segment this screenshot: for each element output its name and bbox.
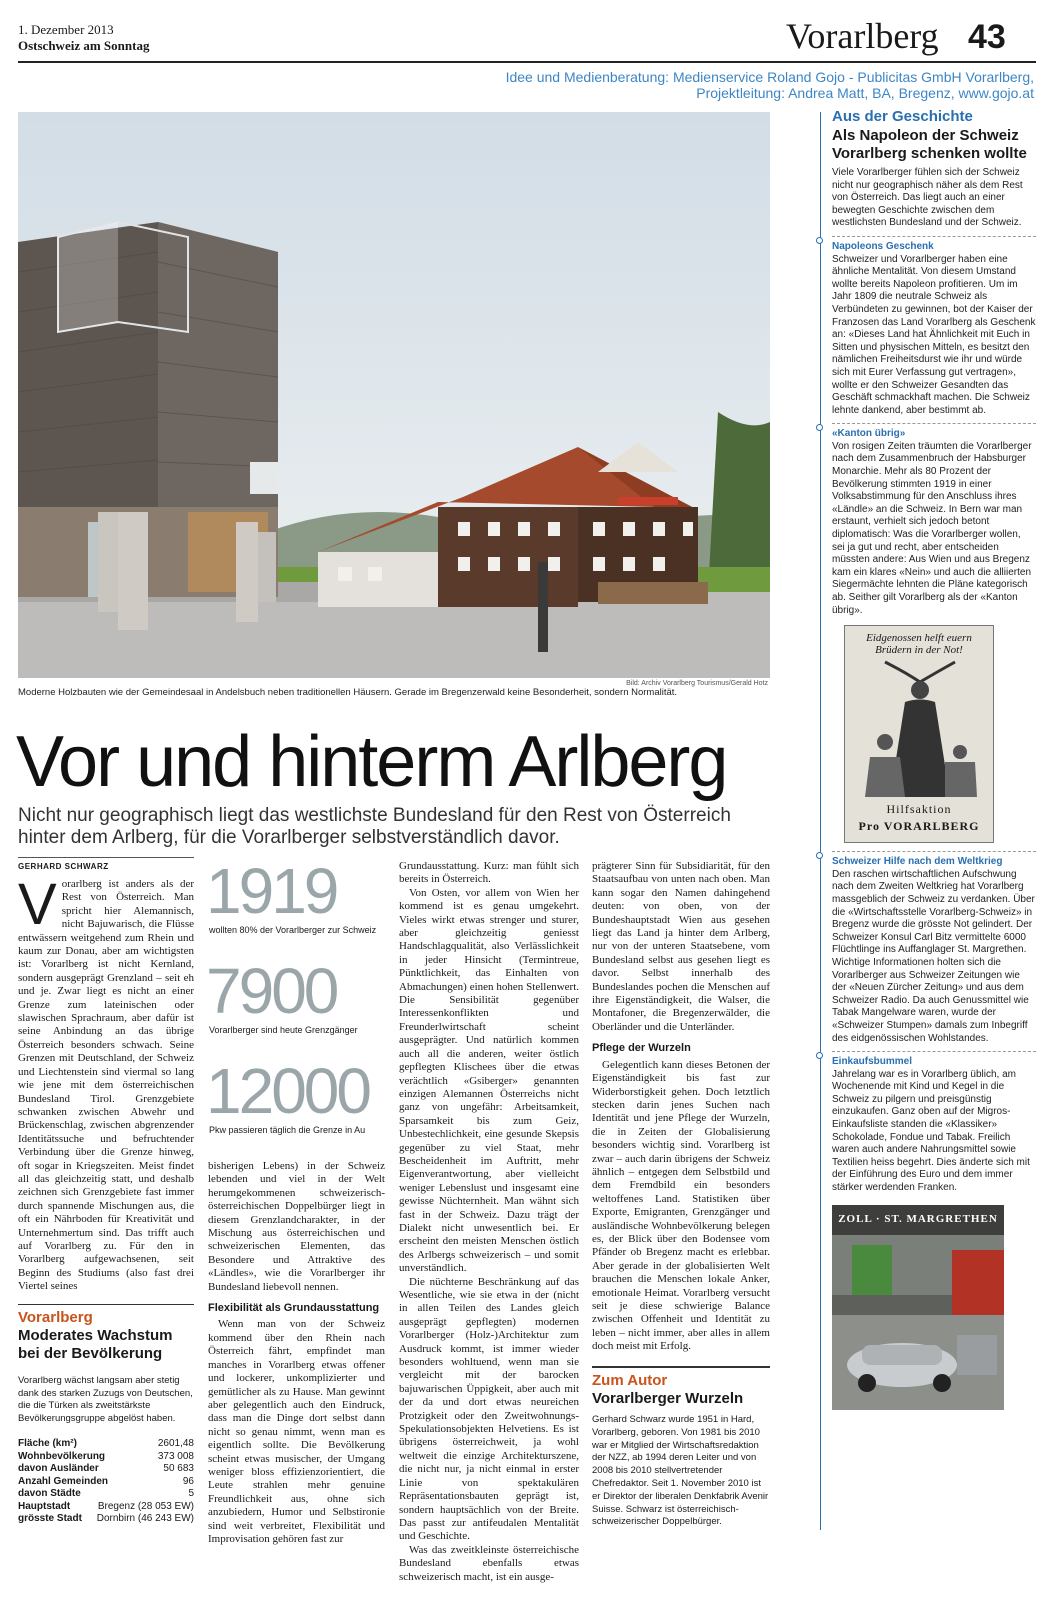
sidebar-section-hilfe [832,856,1036,1045]
sidebar-divider-3 [832,851,1036,852]
stats-box-kicker: Vorarlberg [18,1309,93,1326]
header-rule [18,61,1036,63]
dropcap: V [18,872,57,937]
sidebar-section-text: Schweizer und Vorarlberger haben eine ähnliche Mentalität. Von diesem Umstand wollte bereits Napoleon profitieren. Um im Jahr 1809 die neutrale Schweiz als Verbündeten zu gewinnen, bot der Kaiser der Franzosen das Land Vorarlberg als Geschenk an: «Dieses Land hat Ähnlichkeit mit Euch in Sitten und physischen Mitteln, es besitzt den nämlichen Freiheitsdurst wie ihr und würde sich mit Eurer Verfassung gut vertragen», wollte er den Schweizer Gesandten das Geschäft schmackhaft machen. Die Schweiz lehnte dankend, aber bestimmt ab. [832,253,1036,416]
author-box-title: Vorarlberger Wurzeln [592,1390,744,1407]
main-photo [18,112,770,678]
article-col-2 [208,1160,385,1545]
stat-row-gemeinden: Anzahl Gemeinden 96 [18,1475,194,1487]
stat-row-groesste-stadt: grösste Stadt Dornbirn (46 243 EW) [18,1513,194,1524]
article-col-1 [18,872,194,1293]
poster-illustration [845,662,995,802]
photo-credit: Bild: Archiv Vorarlberg Tourismus/Gerald Hotz [626,680,768,687]
sidebar-title: Als Napoleon der Schweiz Vorarlberg schenken wollte [832,127,1027,162]
poster-headline-2: Brüdern in der Not! [875,644,963,657]
stat-row-auslaender: davon Ausländer 50 683 [18,1463,194,1474]
customs-sign-text: ZOLL · ST. MARGRETHEN [838,1212,998,1225]
credit-line-1: Idee und Medienberatung: Medienservice Roland Gojo - Publicitas GmbH Vorarlberg, [505,69,1034,85]
photo-illustration [18,112,770,678]
sidebar-section-heading: «Kanton übrig» [832,428,906,440]
sidebar [832,108,1036,1410]
timeline-dot [816,424,823,431]
col3-paragraph-4: Was das zweitkleinste österreichische Bundesland ebenfalls etwas schweizerisch macht, ist ein ausge- [399,1543,579,1583]
col2-paragraph-1: bisherigen Lebens) in der Schweiz lebenden und viel in der Welt herumgekommenen schweizerisch-österreichischen Doppelbürger liegt in diesem Grenzlandcharakter, in der Mischung aus österreichischen und schweizerischen Elementen, das Besondere und Attraktive des «Ländles», wie die Vorarlberger ihr Bundesland liebevoll nennen. [208,1160,385,1293]
stat-row-staedte: davon Städte 5 [18,1488,194,1499]
article-col-4 [592,860,770,1360]
poster-caption-1: Hilfsaktion [886,802,952,817]
number-1919: 1919 [206,855,337,927]
sidebar-section-napoleon [832,241,1036,417]
timeline-dot [816,1052,823,1059]
number-1919-label: wollten 80% der Vorarlberger zur Schweiz [209,925,377,935]
number-7900-label: Vorarlberger sind heute Grenzgänger [209,1025,358,1035]
sidebar-section-einkauf [832,1056,1036,1195]
page-number: 43 [968,18,1006,56]
subhead-flexibilitaet: Flexibilität als Grundausstattung [208,1302,380,1315]
stat-row-hauptstadt: Hauptstadt Bregenz (28 053 EW) [18,1500,194,1512]
stat-row-flaeche: Fläche (km²) 2601,48 [18,1438,194,1449]
col4-paragraph-2: Gelegentlich kann dieses Betonen der Eigenständigkeit bis fast zur Widerborstigkeit gehen. Doch letztlich stecken darin jenes Suchen nach Identität und jene Pflege der Wurzeln, die in Zeiten der Globalisierung besonders wichtig sind. Vorarlberg ist zwar – auch darin übrigens der Schweiz ähnlich – entgegen dem Selbstbild und dem Fremdbild ein besonders weltoffenes Land. Statistiken über Exporte, Emigranten, Grenzgänger und ausländische Wohnbevölkerung belegen es, der Blick über den Bodensee vom Pfänder ob Bregenz macht es erlebbar. Aber gerade in der globalisierten Welt brauchen die Menschen lokale Anker, emotionale Heimat. Vorarlberg versucht seit je diese schwierige Balance zwischen Offenheit und Identität zu leben – nicht immer, aber alles in allem doch meist mit Erfolg. [592,1058,770,1353]
sidebar-section-text: Von rosigen Zeiten träumten die Vorarlberger nach dem Zusammenbruch der Habsburger Monarchie. Mehr als 80 Prozent der Bevölkerung stimmten 1919 in einer Volksabstimmung für den Anschluss ihres «Ländle» an die Schweiz. In Bern war man erstaunt, verhielt sich jedoch betont diplomatisch: Was die Vorarlberger wollen, sei ja gut und recht, aber entscheiden müssten andere: Aus Wien und aus Bregenz kam ein klares «Nein» und auch die alliierten Siegermächte lehnten die Pläne kategorisch ab. Seither gilt Vorarlberg als der «Kanton übrig». [832,440,1032,616]
poster-image [844,625,994,843]
header-date: 1. Dezember 2013 [18,22,114,37]
col3-paragraph-3: Die nüchterne Beschränkung auf das Wesentliche, wie sie etwa in der (nicht in allen Teilen des Landes gleich ausgeprägt gepflegten) modernen Vorarlberger (Holz-)Architektur zum Ausdruck kommt, ist immer wieder besonders wohltuend, wenn man sie vergleicht mit der barocken bajuwarischen Üppigkeit, aber auch mit der da und dort etwas neureichen Protzigkeit oder den Zweitwohnungs-Spekulationsobjekten Helvetiens. Es ist übrigens österreichweit, ja wohl weltweit die einzige Architekturszene, die nicht nur, ja nicht einmal in erster Linie von spektakulären Repräsentationsbauten geprägt ist, sondern hauptsächlich von der Breite. Das passt zur antifeudalen Mentalität und Geschichte. [399,1275,579,1543]
poster-headline-1: Eidgenossen helft euern [866,632,972,645]
sidebar-divider-2 [832,423,1036,424]
stats-box-text: Vorarlberg wächst langsam aber stetig dank des starken Zuzugs von Deutschen, die die Türken als zweitstärkste Bevölkerungsgruppe abgelöst haben. [18,1375,193,1424]
sidebar-section-heading: Napoleons Geschenk [832,240,934,252]
photo-caption: Moderne Holzbauten wie der Gemeindesaal in Andelsbuch neben traditionellen Häusern. Gerade im Bregenzerwald keine Besonderheit, sondern Normalität. [18,687,678,698]
number-12000-label: Pkw passieren täglich die Grenze in Au [209,1125,366,1135]
sidebar-section-heading: Einkaufsbummel [832,1056,913,1068]
author-byline: GERHARD SCHWARZ [18,862,109,871]
article-lead: Nicht nur geographisch liegt das westlichste Bundesland für den Rest von Österreich hinter dem Arlberg, für die Vorarlberger selbstverständlich davor. [18,805,731,848]
customs-illustration [832,1205,1004,1410]
stats-box-title: Moderates Wachstum bei der Bevölkerung [18,1327,173,1362]
timeline-dot [816,852,823,859]
stats-table [18,1438,194,1526]
sidebar-section-text: Den raschen wirtschaftlichen Aufschwung nach dem Zweiten Weltkrieg hat Vorarlberg massgeblich der Schweiz zu verdanken. Über die «Wirtschaftsstelle Vorarlberg-Schweiz» in Bregenz wurde die grösste Not gelindert. Der Schweizer Konsul Carl Bitz vermittelte 6000 Flüchtlinge ins Auffanglager St. Margrethen. Wichtige Informationen holten sich die Vorarlberger aus Schweizer Zeitungen wie der «Neuen Zürcher Zeitung» und aus dem Schweizer Radio. Da auch Genussmittel wie Tabak Mangelware waren, wurde der «Schweizer Stumpen» damals zum Inbegriff des eidgenössischen Wohlstandes. [832,868,1035,1044]
stat-row-wohnbevoelkerung: Wohnbevölkerung 373 008 [18,1450,194,1462]
article-title: Vor und hinterm Arlberg [16,722,727,802]
author-box-kicker: Zum Autor [592,1372,668,1389]
col2-paragraph-2: Wenn man von der Schweiz kommend über den Rhein nach Österreich fährt, empfindet man manches in Vorarlberg etwas offener und lockerer, unkomplizierter und gemütlicher als zu Hause. Man gewinnt aber gelegentlich auch den Eindruck, dass man die Dinge dort selbst dann nicht so genau nimmt, wenn man es eigentlich sollte. Die Bevölkerung scheint etwas musischer, der Umgang weniger bloss effizienzorientiert, die Leute strahlen mehr genuine Freundlichkeit aus, ohne sich anzubiedern, Humor und Selbstironie sind weit verbreitet, Flexibilität und Improvisation gehören fast zur [208,1318,385,1545]
article-col-3 [399,860,579,1583]
author-box-text: Gerhard Schwarz wurde 1951 in Hard, Vorarlberg, geboren. Von 1981 bis 2010 war er Mitglied der Wirtschaftsredaktion der NZZ, ab 1994 deren Leiter und von 2008 bis 2010 stellvertretender Chefredaktor. Seit 1. November 2010 ist er Direktor der liberalen Denkfabrik Avenir Suisse. Schwarz ist österreichisch-schweizerischer Doppelbürger. [592,1414,769,1528]
sidebar-divider-1 [832,236,1036,237]
section-title: Vorarlberg [786,16,939,56]
number-12000: 12000 [206,1055,369,1127]
credit-line-2: Projektleitung: Andrea Matt, BA, Bregenz, www.gojo.at [696,85,1034,101]
byline-rule [18,857,194,858]
sidebar-timeline-line [820,112,821,1530]
col1-paragraph: orarlberg ist anders als der Rest von Österreich. Man spricht hier Alemannisch, nicht Bajuwarisch, die Flüsse entwässern weitgehend zum Rhein und kaum zur Donau, aber am wichtigsten ist: Vorarlberg ist nicht Kernland, sondern ausgeprägt Grenzland – seit eh und je. Zwar liegt es nicht an einer Grenze zum lateinischen oder slawischen Sprachraum, aber dafür ist seine Anbindung an das übrige Österreich besonders schwach. Seine Grenzen mit Deutschland, der Schweiz und Liechtenstein sind viermal so lang wie jene mit dem österreichischen Bundesland Tirol. Grenzgebiete schwanken zwischen Abwehr und Brückenschlag, zwischen abgrenzender Identitätssuche und befruchtender Verbindung über die Grenze hinweg, oft sogar in Kriegszeiten. Meist findet all das gleichzeitig statt, und deshalb zeichnen sich Grenzgebiete fast immer durch spannende Mischungen aus, die oft ein Nährboden für Kreativität und Unternehmertum sind. Das trifft auch auf Vorarlberg zu. Für den in Vorarlberg aufgewachsenen, seit Beginn des Studiums (also fast drei Viertel seines [18,878,194,1293]
subhead-pflege: Pflege der Wurzeln [592,1042,691,1055]
number-7900: 7900 [206,955,337,1027]
sidebar-section-kanton [832,428,1036,617]
sidebar-kicker: Aus der Geschichte [832,108,973,125]
sidebar-divider-4 [832,1051,1036,1052]
col3-paragraph-2: Von Osten, vor allem von Wien her kommend ist es genau umgekehrt. Vieles wirkt etwas strenger und sturer, aber gleichzeitig geniesst Handschlagqualität, also Verlässlichkeit in jeder Hinsicht (Termintreue, Pünktlichkeit, das Einhalten von Abmachungen) einen hohen Stellenwert. Die Sensibilität gegenüber Interessenkonflikten und Freunderlwirtschaft scheint ausgeprägter. Und natürlich kommen auch all die anderen, weiter östlich gepflegten Klischees über die etwas verächtlich «Gsiberger» genannten einzigen Alemannen Österreichs nicht ganz von ungefähr: Arbeitsamkeit, Sparsamkeit bis zum Geiz, Unbestechlichkeit, eine gesunde Skepsis gegenüber zu viel Staat, mehr Bescheidenheit im Auftritt, mehr Eigenverantwortung, aber vielleicht weniger Lebenslust und insgesamt eine gewisse Nüchternheit. Man wähnt sich fast in der Schweiz. Dazu trägt der Dialekt nicht unwesentlich bei. Er erscheint den meisten Menschen östlich des Arlbergs schweizerisch – und somit unverständlich. [399,886,579,1275]
sidebar-section-heading: Schweizer Hilfe nach dem Weltkrieg [832,856,1003,868]
sidebar-intro: Viele Vorarlberger fühlen sich der Schweiz nicht nur geographisch näher als dem Rest von Österreich. Das liegt auch an einer bewegten Geschichte zwischen dem westlichsten Bundesland und der Schweiz. [832,167,1023,229]
col3-paragraph-1: Grundausstattung. Kurz: man fühlt sich bereits in Österreich. [399,860,579,886]
stats-box-rule [18,1304,194,1305]
sidebar-section-text: Jahrelang war es in Vorarlberg üblich, am Wochenende mit Kind und Kegel in die Schweiz zu pilgern und preisgünstig einzukaufen. Ganz oben auf der Migros-Einkaufsliste standen die «Klassiker» Schokolade, Fondue und Tabak. Freilich waren auch andere Nahrungsmittel sowie Textilien heiss begehrt. Dies änderte sich mit der Einführung des Euro und dem immer stärker werdenden Franken. [832,1068,1030,1194]
customs-photo [832,1205,1004,1410]
col4-paragraph-1: prägterer Sinn für Subsidiarität, für den Staatsaufbau von unten nach oben. Man kann sogar den Namen dahingehend deuten: von oben, von der Bundeshauptstadt Wien aus gesehen liegt das Land ja hinter dem Arlberg, nur von der unteren Staatsebene, vom Bundesland selbst aus gesehen liegt es davor. Selbst innerhalb des Bundeslandes pochen die Menschen auf ihre Eigenständigkeit, die Walser, die Montafoner, die Bregenzerwälder, die Oberländer und die Unterländer. [592,860,770,1033]
poster-caption-2: Pro VORARLBERG [858,819,980,834]
author-box-rule [592,1366,770,1368]
timeline-dot [816,237,823,244]
header-paper: Ostschweiz am Sonntag [18,38,150,53]
